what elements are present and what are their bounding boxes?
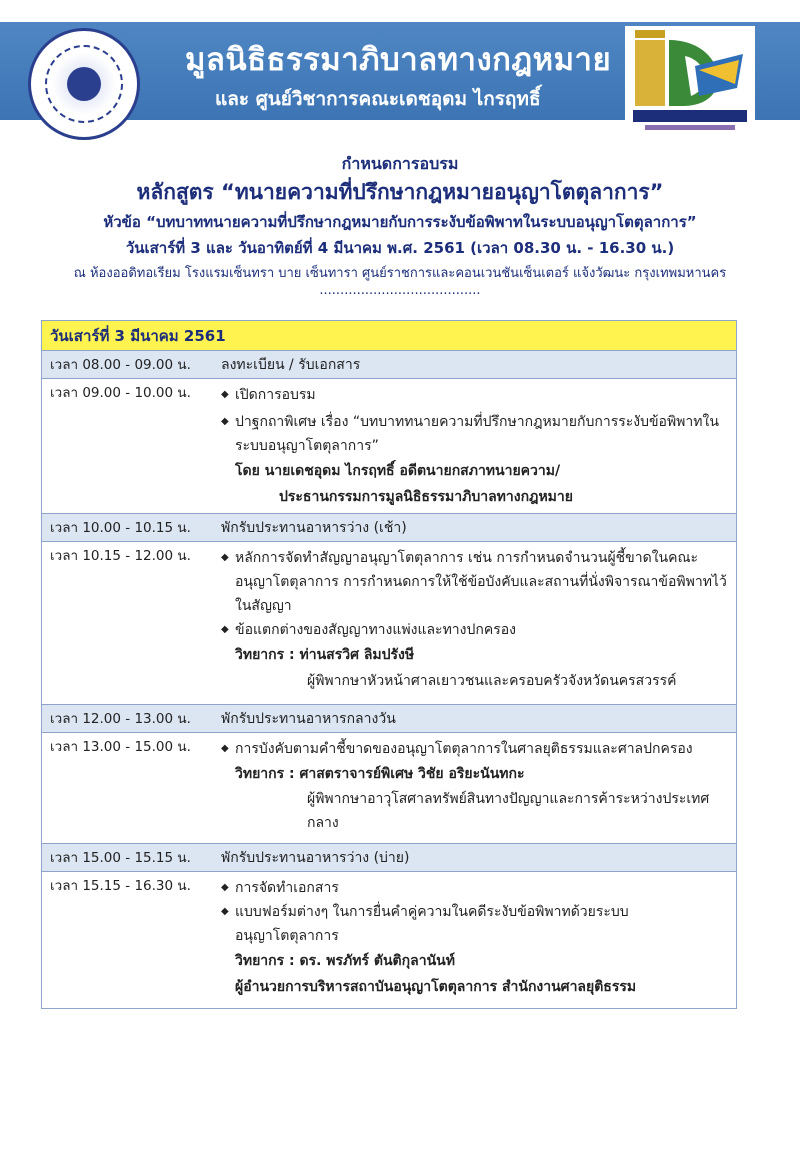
activity-cell: พักรับประทานอาหารกลางวัน <box>221 711 396 727</box>
speaker-line: วิทยากร : ท่านสรวิศ ลิมปรังษี <box>235 647 415 663</box>
time-cell: เวลา 15.15 - 16.30 น. <box>50 878 191 894</box>
activity-cell <box>213 733 736 843</box>
table-row <box>42 379 736 514</box>
list-item: ◆ หลักการจัดทำสัญญาอนุญาโตตุลาการ เช่น การกำหนดจำนวนผู้ชี้ขาดในคณะอนุญาโตตุลาการ การกำหนดการให้ใช้ข้อบังคับและสถานที่นั่งพิจารณาข้อพิพาทไว้ในสัญญา <box>221 546 732 618</box>
speaker-role: ผู้อำนวยการบริหารสถาบันอนุญาโตตุลาการ สำนักงานศาลยุติธรรม <box>235 979 637 995</box>
activity-cell <box>213 872 736 1008</box>
table-row <box>42 542 736 705</box>
time-cell: เวลา 08.00 - 09.00 น. <box>50 357 191 373</box>
time-cell: เวลา 12.00 - 13.00 น. <box>50 711 191 727</box>
date-line: วันเสาร์ที่ 3 และ วันอาทิตย์ที่ 4 มีนาคม พ.ศ. 2561 (เวลา 08.30 น. - 16.30 น.) <box>125 239 675 257</box>
activity-cell: พักรับประทานอาหารว่าง (บ่าย) <box>221 850 410 866</box>
foundation-seal-logo <box>28 28 140 140</box>
list-item: ◆ การจัดทำเอกสาร <box>221 876 732 900</box>
activity-cell <box>213 379 736 513</box>
speaker-line: วิทยากร : ศาสตราจารย์พิเศษ วิชัย อริยะนันทกะ <box>235 766 525 782</box>
list-item: ◆ เปิดการอบรม <box>221 383 732 407</box>
academic-center-logo <box>625 26 755 136</box>
time-cell: เวลา 09.00 - 10.00 น. <box>50 385 191 401</box>
diamond-bullet-icon: ◆ <box>221 552 229 563</box>
diamond-bullet-icon: ◆ <box>221 416 229 427</box>
list-item: ◆ การบังคับตามคำชี้ขาดของอนุญาโตตุลาการในศาลยุติธรรมและศาลปกครอง <box>221 737 732 761</box>
speaker-line: โดย นายเดชอุดม ไกรฤทธิ์ อดีตนายกสภาทนายความ/ <box>235 463 561 479</box>
diamond-bullet-icon: ◆ <box>221 906 229 917</box>
table-row <box>42 844 736 872</box>
time-cell: เวลา 10.15 - 12.00 น. <box>50 548 191 564</box>
table-row <box>42 705 736 733</box>
venue-line: ณ ห้องออดิทอเรียม โรงแรมเซ็นทรา บาย เซ็นทารา ศูนย์ราชการและคอนเวนชันเซ็นเตอร์ แจ้งวัฒนะ กรุงเทพมหานคร <box>73 266 727 281</box>
speaker-role: ผู้พิพากษาอาวุโสศาลทรัพย์สินทางปัญญาและการค้าระหว่างประเทศกลาง <box>307 791 710 831</box>
activity-cell: พักรับประทานอาหารว่าง (เช้า) <box>221 520 407 536</box>
diamond-bullet-icon: ◆ <box>221 389 229 400</box>
speaker-line: วิทยากร : ดร. พรภัทร์ ตันติกุลานันท์ <box>235 953 455 969</box>
time-cell: เวลา 13.00 - 15.00 น. <box>50 739 191 755</box>
diamond-bullet-icon: ◆ <box>221 624 229 635</box>
foundation-name: มูลนิธิธรรมาภิบาลทางกฎหมาย <box>185 42 612 78</box>
table-row <box>42 733 736 844</box>
diamond-bullet-icon: ◆ <box>221 743 229 754</box>
activity-cell <box>213 542 736 704</box>
seal-core <box>67 67 101 101</box>
topic-title: หัวข้อ “บทบาททนายความที่ปรึกษากฎหมายกับการระงับข้อพิพาทในระบบอนุญาโตตุลาการ” <box>103 213 697 231</box>
banner-subtitle: และ ศูนย์วิชาการคณะเดชอุดม ไกรฤทธิ์ <box>215 88 541 110</box>
list-item: ◆ แบบฟอร์มต่างๆ ในการยื่นคำคู่ความในคดีระงับข้อพิพาทด้วยระบบอนุญาโตตุลาการ <box>221 900 732 948</box>
table-row <box>42 351 736 379</box>
speaker-role: ผู้พิพากษาหัวหน้าศาลเยาวชนและครอบครัวจังหวัดนครสวรรค์ <box>307 673 677 689</box>
list-item: ◆ ข้อแตกต่างของสัญญาทางแพ่งและทางปกครอง <box>221 618 732 642</box>
schedule-table <box>41 320 737 1009</box>
day-header: วันเสาร์ที่ 3 มีนาคม 2561 <box>42 321 736 351</box>
speaker-role: ประธานกรรมการมูลนิธิธรรมาภิบาลทางกฎหมาย <box>279 489 573 505</box>
table-row <box>42 514 736 542</box>
diamond-bullet-icon: ◆ <box>221 882 229 893</box>
time-cell: เวลา 10.00 - 10.15 น. <box>50 520 191 536</box>
list-item: ◆ ปาฐกถาพิเศษ เรื่อง “บทบาททนายความที่ปรึกษากฎหมายกับการระงับข้อพิพาทในระบบอนุญาโตตุลาการ” <box>221 410 732 458</box>
time-cell: เวลา 15.00 - 15.15 น. <box>50 850 191 866</box>
dotted-separator: ....................................... <box>319 283 481 298</box>
activity-cell: ลงทะเบียน / รับเอกสาร <box>221 357 361 373</box>
table-row <box>42 872 736 1008</box>
doc-title-schedule: กำหนดการอบรม <box>341 154 459 173</box>
course-title: หลักสูตร “ทนายความที่ปรึกษากฎหมายอนุญาโตตุลาการ” <box>136 180 664 204</box>
